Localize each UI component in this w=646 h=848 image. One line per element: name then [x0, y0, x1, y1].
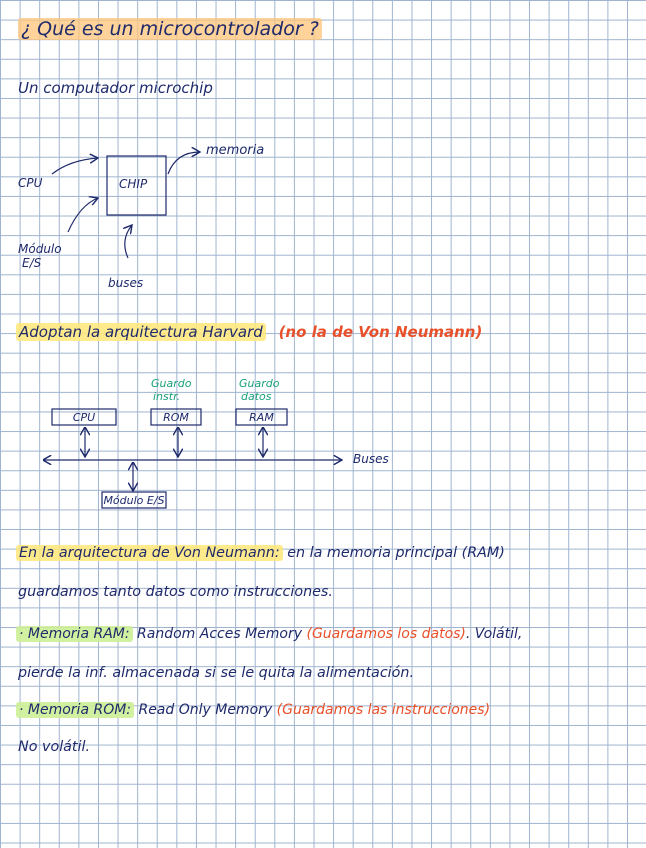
vonneumann-lead: En la arquitectura de Von Neumann:	[16, 545, 283, 561]
definition-text: Un computador microchip	[18, 79, 213, 97]
rom-desc: Read Only Memory	[138, 702, 273, 718]
vonneumann-rest: en la memoria principal (RAM)	[287, 545, 505, 561]
modulo-label: Módulo	[18, 242, 62, 256]
ram-tail: . Volátil,	[465, 626, 523, 642]
ram-label: · Memoria RAM:	[16, 626, 133, 642]
vonneumann-line	[16, 546, 505, 560]
harvard-rom-label: ROM	[163, 411, 189, 424]
guardo-datos-label: Guardo	[239, 377, 280, 390]
guardo-instr-label: Guardo	[151, 377, 192, 390]
rom-label: · Memoria ROM:	[16, 702, 134, 718]
harvard-modulo-label: Módulo E/S	[103, 494, 165, 507]
memoria-label: memoria	[206, 143, 265, 158]
harvard-ram-label: RAM	[249, 411, 274, 424]
rom-line2: No volátil.	[18, 739, 91, 755]
rom-note: (Guardamos las instrucciones)	[276, 702, 491, 718]
page-title-text: ¿ Qué es un microcontrolador ?	[18, 18, 322, 40]
buses-label: buses	[108, 276, 144, 290]
modulo-label-es: E/S	[22, 256, 42, 270]
ram-desc: Random Acces Memory	[137, 626, 303, 642]
harvard-text: Adoptan la arquitectura Harvard	[16, 323, 266, 341]
rom-line	[16, 703, 490, 717]
cpu-label: CPU	[18, 176, 43, 190]
harvard-cpu-label: CPU	[72, 411, 96, 424]
guardo-instr-label-2: instr.	[153, 390, 181, 403]
ram-line2: pierde la inf. almacenada si se le quita la alimentación.	[18, 665, 415, 681]
ram-line	[16, 627, 522, 641]
chip-label: CHIP	[119, 177, 148, 191]
harvard-buses-label: Buses	[353, 452, 389, 466]
guardo-datos-label-2: datos	[241, 390, 272, 403]
harvard-note: (no la de Von Neumann)	[278, 323, 483, 341]
vonneumann-line2: guardamos tanto datos como instrucciones.	[18, 584, 333, 600]
ram-note: (Guardamos los datos)	[306, 626, 466, 642]
